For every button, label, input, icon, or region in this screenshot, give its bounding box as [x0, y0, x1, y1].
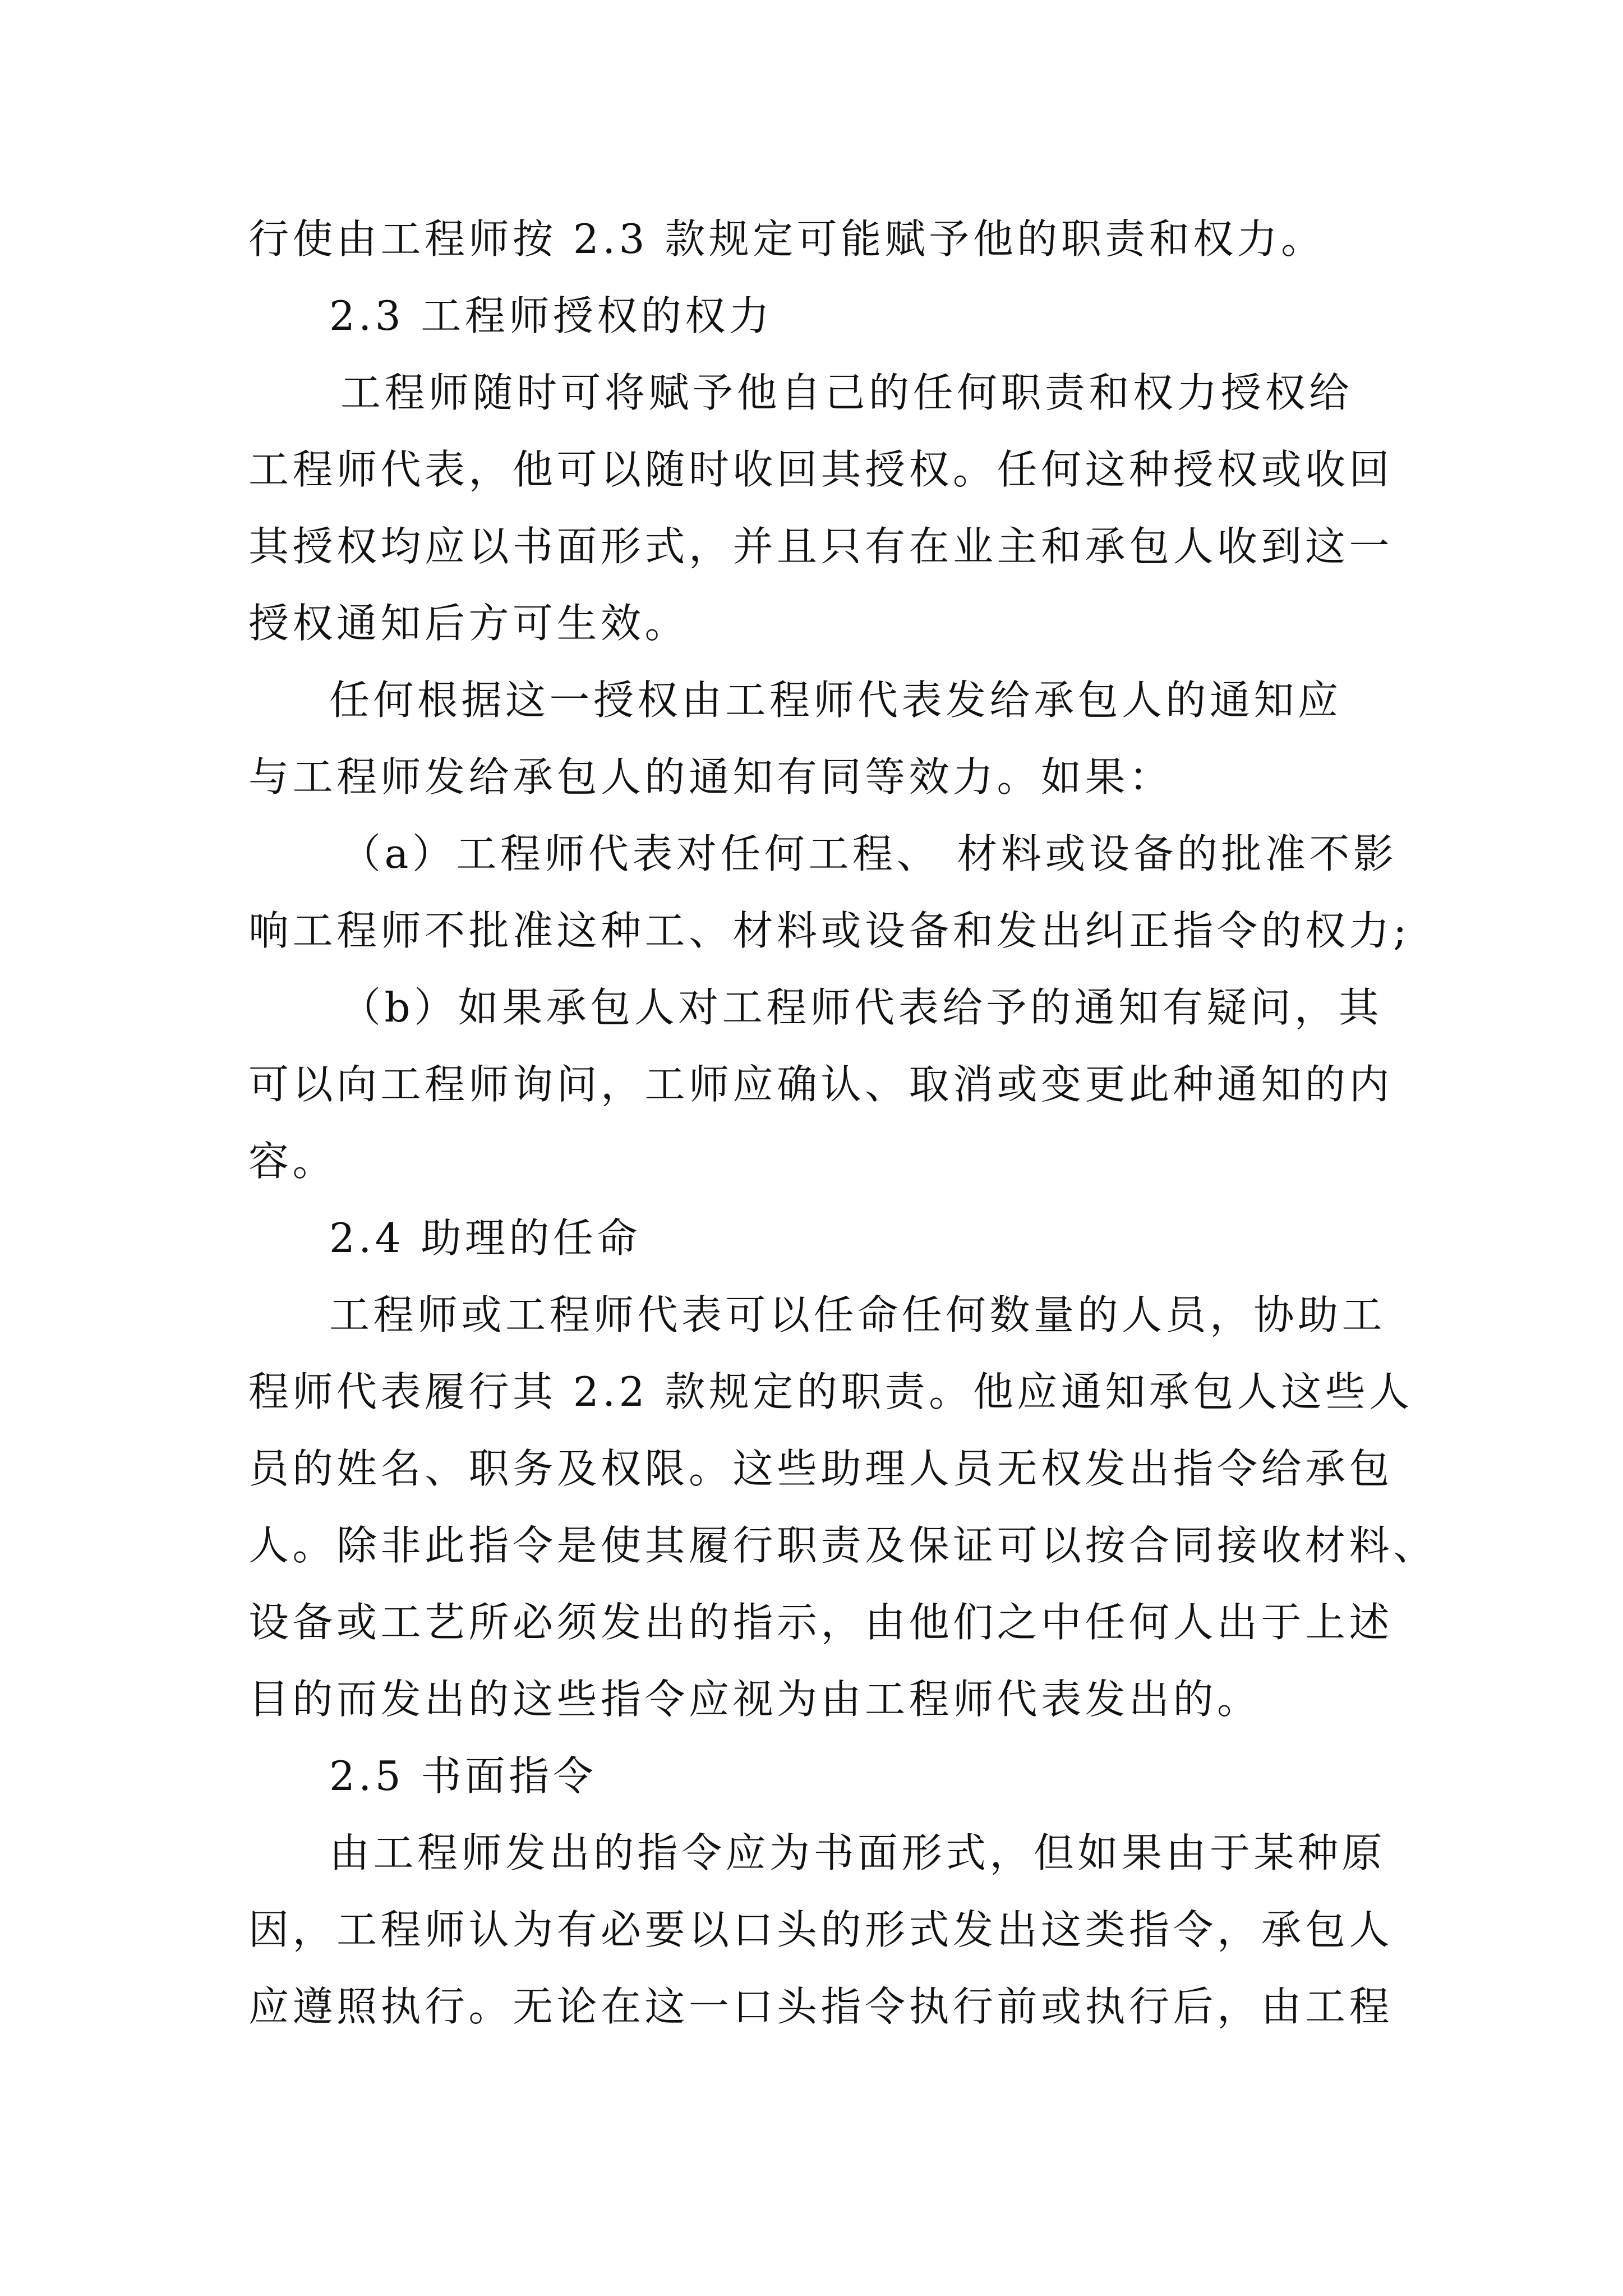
list-item-a-continuation: 响工程师不批准这种工、材料或设备和发出纠正指令的权力; [248, 907, 1410, 954]
paragraph-line: 其授权均应以书面形式，并且只有在业主和承包人收到这一 [248, 523, 1394, 570]
paragraph-line: 授权通知后方可生效。 [248, 600, 689, 647]
document-body [248, 201, 1437, 2045]
paragraph-line: 任何根据这一授权由工程师代表发给承包人的通知应 [329, 677, 1342, 724]
section-heading-2-4: 2.4 助理的任命 [329, 1214, 641, 1262]
section-heading-2-3: 2.3 工程师授权的权力 [329, 292, 773, 339]
list-item-b-continuation: 容。 [248, 1138, 337, 1185]
list-item-b: （b）如果承包人对工程师代表给予的通知有疑问，其 [340, 984, 1383, 1031]
paragraph-line: 应遵照执行。无论在这一口头指令执行前或执行后，由工程 [248, 1983, 1394, 2030]
paragraph-line: 因，工程师认为有必要以口头的形式发出这类指令，承包人 [248, 1906, 1394, 1953]
list-item-b-continuation: 可以向工程师询问，工师应确认、取消或变更此种通知的内 [248, 1061, 1394, 1108]
body-line-continuation: 行使由工程师按 2.3 款规定可能赋予他的职责和权力。 [248, 215, 1325, 263]
paragraph-line: 工程师代表，他可以随时收回其授权。任何这种授权或收回 [248, 446, 1394, 493]
paragraph-line: 由工程师发出的指令应为书面形式，但如果由于某种原 [329, 1829, 1386, 1876]
list-item-a: （a）工程师代表对任何工程、 材料或设备的批准不影 [340, 830, 1398, 877]
paragraph-line: 人。除非此指令是使其履行职责及保证可以按合同接收材料、 [248, 1522, 1437, 1569]
section-heading-2-5: 2.5 书面指令 [329, 1752, 597, 1800]
paragraph-line: 与工程师发给承包人的通知有同等效力。如果： [248, 753, 1173, 800]
paragraph-line: 目的而发出的这些指令应视为由工程师代表发出的。 [248, 1676, 1261, 1723]
paragraph-line: 程师代表履行其 2.2 款规定的职责。他应通知承包人这些人 [248, 1368, 1413, 1415]
paragraph-line: 员的姓名、职务及权限。这些助理人员无权发出指令给承包 [248, 1445, 1394, 1492]
paragraph-line: 工程师或工程师代表可以任命任何数量的人员，协助工 [329, 1291, 1386, 1338]
paragraph-line: 工程师随时可将赋予他自己的任何职责和权力授权给 [340, 369, 1353, 416]
paragraph-line: 设备或工艺所必须发出的指示，由他们之中任何人出于上述 [248, 1599, 1394, 1646]
